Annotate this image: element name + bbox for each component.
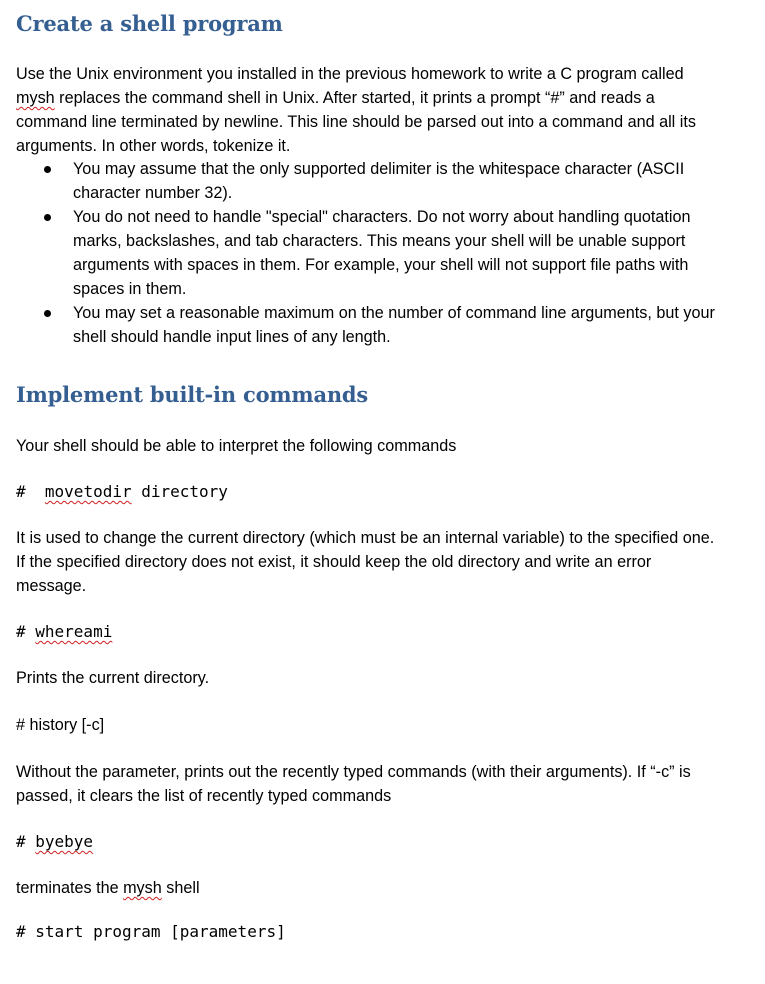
mysh-word: mysh [123, 879, 162, 897]
byebye-text-b: shell [161, 879, 200, 897]
command-name: whereami [35, 622, 113, 641]
command-start: # start program [parameters] [16, 922, 286, 941]
list-item-text: You may set a reasonable maximum on the number of command line arguments, but your shell should handle input lines of any length. [73, 304, 715, 346]
intro-text-a: Use the Unix environment you installed in the previous homework to write a C program called [16, 65, 684, 83]
command-movetodir [16, 480, 228, 504]
section-heading-create-shell: Create a shell program [16, 11, 283, 36]
bullet-icon [44, 214, 51, 221]
intro-text-b: replaces the command shell in Unix. After started, it prints a prompt “#” and reads a command line terminated by newline. This line should be parsed out into a command and all its arguments. In other words, tokenize it. [16, 89, 696, 155]
command-history: # history [-c] [16, 716, 105, 734]
list-item [16, 301, 721, 349]
prompt-symbol: # [16, 622, 36, 641]
command-byebye [16, 830, 93, 854]
bullet-icon [44, 166, 51, 173]
section-heading-builtin-commands: Implement built-in commands [16, 382, 369, 407]
requirements-list [16, 157, 721, 349]
list-item-text: You do not need to handle "special" characters. Do not worry about handling quotation marks, backslashes, and tab characters. This means your shell will be unable support arguments with spaces in them. For example, your shell will not support file paths with spaces in them. [73, 208, 691, 298]
mysh-word: mysh [16, 89, 55, 107]
whereami-description: Prints the current directory. [16, 669, 210, 687]
list-item [16, 205, 721, 301]
byebye-description [16, 876, 200, 900]
builtin-intro: Your shell should be able to interpret the following commands [16, 437, 457, 455]
command-whereami [16, 620, 112, 644]
list-item-text: You may assume that the only supported delimiter is the whitespace character (ASCII character number 32). [73, 160, 685, 202]
bullet-icon [44, 310, 51, 317]
list-item [16, 157, 721, 205]
command-name: movetodir [44, 482, 132, 501]
byebye-text-a: terminates the [16, 879, 124, 897]
prompt-symbol: # [16, 832, 36, 851]
history-description: Without the parameter, prints out the recently typed commands (with their arguments). If “-c” is passed, it clears the list of recently typed commands [16, 763, 691, 805]
intro-paragraph [16, 62, 716, 158]
movetodir-description: It is used to change the current directory (which must be an internal variable) to the specified one. If the specified directory does not exist, it should keep the old directory and write an error message. [16, 529, 715, 595]
prompt-symbol: # [16, 482, 45, 501]
command-argument: directory [131, 482, 228, 501]
command-name: byebye [35, 832, 94, 851]
